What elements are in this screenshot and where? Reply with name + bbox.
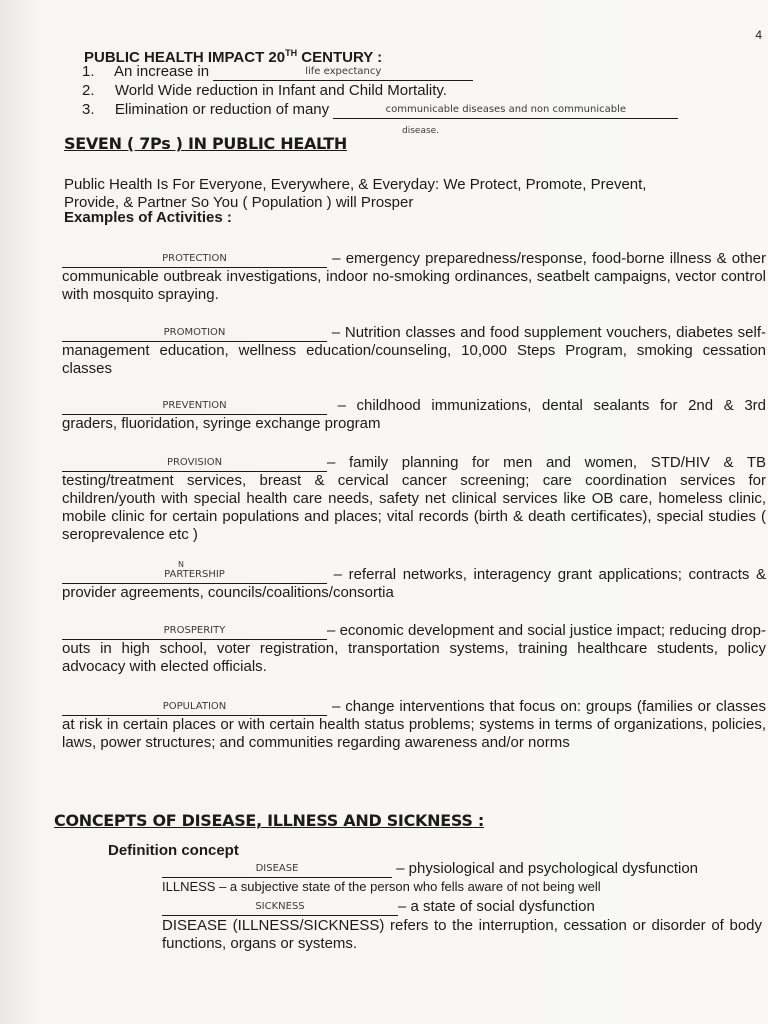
handwritten-answer: PROTECTION — [62, 253, 327, 268]
impact-item-2 — [82, 82, 447, 100]
impact-item-1 — [82, 63, 473, 81]
definition-text: – a state of social dysfunction — [398, 898, 595, 915]
handwritten-answer: PREVENTION — [62, 400, 327, 415]
definition-2: ILLNESS – a subjective state of the person who fells aware of not being well — [162, 879, 601, 894]
seven-ps-item — [62, 397, 766, 433]
seven-ps-item — [62, 324, 766, 378]
definition-3 — [162, 898, 595, 916]
handwritten-caret: N — [178, 560, 184, 569]
item-description: – emergency preparedness/response, food-borne illness & other communicable outbreak investigations, indoor no-smoking ordinances, seatbelt campaigns, vector control with mosquito spraying. — [62, 250, 766, 303]
handwritten-answer: communicable diseases and non communicable — [333, 104, 678, 119]
concepts-title: CONCEPTS OF DISEASE, ILLNESS AND SICKNESS : — [54, 811, 484, 830]
item-number: 2. — [82, 82, 95, 99]
item-number: 1. — [82, 63, 95, 80]
definition-4: DISEASE (ILLNESS/SICKNESS) refers to the interruption, cessation or disorder of body functions, organs or systems. — [162, 917, 762, 952]
item-text: An increase in — [114, 63, 210, 80]
item-description: – Nutrition classes and food supplement vouchers, diabetes self-management education, wellness education/counseling, 10,000 Steps Program, smoking cessation classes — [62, 324, 766, 377]
page-number: 4 — [755, 28, 762, 42]
item-description: – economic development and social justice impact; reducing drop-outs in high school, voter registration, transportation systems, training healthcare students, policy advocacy with elected officials. — [62, 622, 766, 675]
seven-ps-intro-2: Provide, & Partner So You ( Population ) will Prosper — [64, 194, 414, 211]
seven-ps-item — [62, 622, 766, 676]
seven-ps-item — [62, 698, 766, 752]
item-text: Elimination or reduction of many — [114, 101, 330, 118]
impact-title: PUBLIC HEALTH IMPACT 20 — [84, 49, 286, 66]
definition-1 — [162, 860, 698, 878]
handwritten-answer: life expectancy — [213, 66, 473, 81]
item-description: – referral networks, interagency grant applications; contracts & provider agreements, councils/coalitions/consortia — [62, 566, 766, 601]
seven-ps-intro-1: Public Health Is For Everyone, Everywhere, & Everyday: We Protect, Promote, Prevent, — [64, 176, 647, 193]
handwritten-answer: PARTERSHIP — [62, 569, 327, 584]
handwritten-answer: DISEASE — [162, 863, 392, 878]
item-text: World Wide reduction in Infant and Child Mortality. — [114, 82, 447, 99]
handwritten-answer-continued: disease. — [402, 126, 440, 136]
seven-ps-item — [62, 566, 766, 602]
handwritten-answer: PROSPERITY — [62, 625, 327, 640]
item-number: 3. — [82, 101, 95, 118]
handwritten-answer: POPULATION — [62, 701, 327, 716]
impact-title-sup: TH — [285, 48, 298, 58]
seven-ps-title: SEVEN ( 7Ps ) IN PUBLIC HEALTH — [64, 134, 348, 153]
item-description: – childhood immunizations, dental sealants for 2nd & 3rd graders, fluoridation, syringe exchange program — [62, 397, 766, 432]
handwritten-answer: PROVISION — [62, 457, 327, 472]
definition-text: – physiological and psychological dysfunction — [392, 860, 699, 877]
definition-label: Definition concept — [108, 842, 239, 859]
item-description: – family planning for men and women, STD/HIV & TB testing/treatment services, breast & cervical cancer screening; care coordination services for children/youth with special health care needs, safety net clinical services like OB care, homeless clinic, mobile clinic for certain populations and places; vital records (birth & death certificates), special studies ( seroprevalence etc ) — [62, 454, 766, 543]
handwritten-answer: PROMOTION — [62, 327, 327, 342]
examples-label: Examples of Activities : — [64, 209, 232, 226]
handwritten-answer: SICKNESS — [162, 901, 398, 916]
item-description: – change interventions that focus on: groups (families or classes at risk in certain places or with certain health status problems; systems in terms of organizations, policies, laws, power structures; and communities regarding awareness and/or norms — [62, 698, 766, 751]
seven-ps-item — [62, 454, 766, 544]
impact-item-3 — [82, 101, 678, 119]
impact-title-end: CENTURY : — [297, 49, 383, 66]
seven-ps-item — [62, 250, 766, 304]
